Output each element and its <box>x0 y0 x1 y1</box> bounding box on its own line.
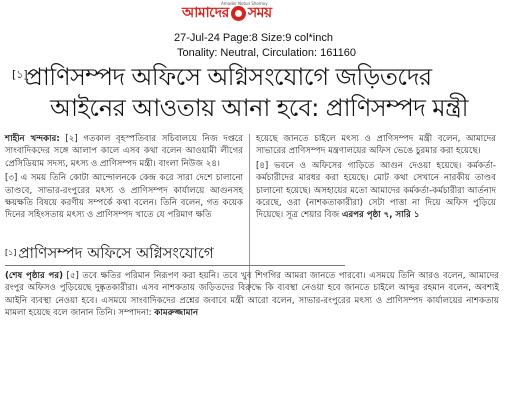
continuation-lead: (শেষ পৃষ্ঠার পর) <box>5 271 63 281</box>
continuation-note: এরপর পৃষ্ঠা ৭, সারি ১ <box>341 210 420 221</box>
logo-text-right: সময় <box>247 5 272 21</box>
clipping-meta-date: 27-Jul-24 Page:8 Size:9 col*inch <box>174 32 333 44</box>
continuation-marker: [১] <box>5 248 17 257</box>
paragraph-text: [২] গতকাল বৃহস্পতিবার সচিবালয়ে নিজ দপ্তরে সাংবাদিকদের সঙ্গে আলাপ কালে এসব কথা বলেন আওয়ামী লীগের প্রেসিডিয়াম সদস্য, মৎস্য ও প্রাণিসম্পদ মন্ত্রী। বাংলা নিউজ ২৪। <box>5 134 243 169</box>
article-headline <box>12 62 504 128</box>
paragraph <box>5 270 499 320</box>
headline-line-1: প্রাণিসম্পদ অফিসে অগ্নিসংযোগে জড়িতদের <box>25 63 432 91</box>
paragraph-text: [৪] ভবনে ও অফিসের গাড়িতে আগুন দেওয়া হয়েছে। কর্মকর্তা-কর্মচারীদের মারধর করা হয়েছে। মোট কথা সেখানে নারকীয় তাণ্ডব চালানো হয়েছে। অসহায়ের মতো আমাদের কর্মকর্তা-কর্মচারীরা আর্তনাদ করেছে, ওরা (নাশকতাকারীরা) সেটা পাত্তা না দিয়ে অফিস পুড়িয়ে দিয়েছে। সূত্র শেয়ার বিজ <box>256 160 496 221</box>
continuation-rule <box>5 265 345 266</box>
paragraph: হয়েছে জানতে চাইলে মৎস্য ও প্রাণিসম্পদ মন্ত্রী বলেন, আমাদের সাভারের প্রাণিসম্পদ মন্ত্রণালয়ের অফিস ভেঙে চুরমার করা হয়েছে। <box>256 134 496 157</box>
logo-text-left: আমাদের <box>182 5 229 21</box>
masthead <box>0 0 507 22</box>
article-continuation <box>5 270 499 350</box>
masthead-tagline: Amader Notun Shomoy <box>221 1 268 6</box>
paragraph: [৩] এ সময় তিনি কোটা আন্দোলনকে কেন্দ্র করে সারা দেশে চালানো তাণ্ডবে, সাভার-রংপুরের মৎস্য ও প্রাণিসম্পদ কার্যালয়ে আগুনসহ ক্ষয়ক্ষতি বিষয়ে করণীয় সম্পর্কে কথা বলেন। তিনি বলেন, গত কয়েক দিনের সহিংসতায় মৎস্য ও প্রাণিসম্পদ খাতে যে পরিমাণ ক্ষতি <box>5 173 243 221</box>
headline-line-2: আইনের আওতায় আনা হবে: প্রাণিসম্পদ মন্ত্রী <box>50 94 468 122</box>
continuation-headline <box>5 243 325 263</box>
paragraph-text: [৫] তবে ক্ষতির পরিমান নিরূপণ করা হয়নি। তবে খুব শিগগির আমরা জানতে পারবো। এসময়ে তিনি আরও বলেন, আমাদের রংপুর অফিসও পুড়িয়েছে দুষ্কৃতকারীরা। এসব নাশকতায় জড়িতদের বিরুদ্ধে কি ব্যবস্থা নেওয়া হবে জানতে চাইলে আব্দুর রহমান বলেন, অবশ্যই আইনি ব্যবস্থা নেওয়া হবে। এসময়ে সাংবাদিকদের প্রশ্নের জবাবে মন্ত্রী আরো বলেন, সাভার-রংপুরের মৎস্য ও প্রাণিসম্পদ কার্যালয়ের নাশকতায় মামলা হয়েছে বলে জানান তিনি। সম্পাদনা: <box>5 271 499 319</box>
headline-marker: [১] <box>12 68 28 81</box>
column-divider <box>249 134 250 292</box>
logo-seal-icon <box>231 6 246 21</box>
clipping-meta-tonality: Tonality: Neutral, Circulation: 161160 <box>177 47 356 59</box>
continuation-headline-text: প্রাণিসম্পদ অফিসে অগ্নিসংযোগে <box>18 244 214 262</box>
newspaper-logo <box>182 5 272 21</box>
paragraph <box>256 160 496 222</box>
editor-name: কামরুজ্জামান <box>154 308 199 319</box>
paragraph <box>5 133 243 170</box>
byline: শাহীন খন্দকার: <box>5 134 60 144</box>
